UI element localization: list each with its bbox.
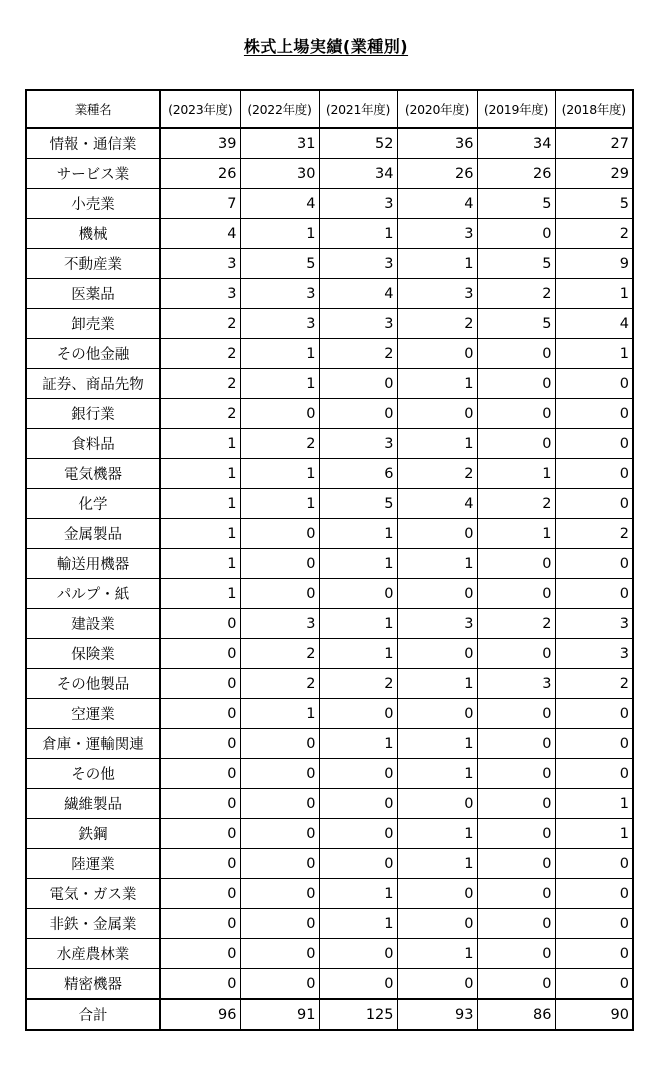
count-2018: 0 bbox=[555, 699, 633, 729]
count-2021: 0 bbox=[319, 399, 397, 429]
count-2023: 0 bbox=[160, 789, 240, 819]
count-2021: 0 bbox=[319, 759, 397, 789]
count-2020: 2 bbox=[397, 309, 477, 339]
count-2021: 0 bbox=[319, 849, 397, 879]
count-2022: 1 bbox=[240, 489, 319, 519]
table-row bbox=[26, 399, 633, 429]
table-row bbox=[26, 369, 633, 399]
count-2021: 3 bbox=[319, 309, 397, 339]
industry-name: 機械 bbox=[26, 219, 160, 249]
count-2021: 0 bbox=[319, 939, 397, 969]
count-2018: 2 bbox=[555, 519, 633, 549]
count-2020: 2 bbox=[397, 459, 477, 489]
count-2019: 5 bbox=[477, 249, 555, 279]
count-2019: 0 bbox=[477, 819, 555, 849]
count-2018: 3 bbox=[555, 609, 633, 639]
industry-name: 倉庫・運輸関連 bbox=[26, 729, 160, 759]
listing-table bbox=[25, 89, 634, 1031]
count-2021: 1 bbox=[319, 879, 397, 909]
count-2022: 3 bbox=[240, 609, 319, 639]
count-2018: 0 bbox=[555, 879, 633, 909]
industry-name: 金属製品 bbox=[26, 519, 160, 549]
count-2019: 0 bbox=[477, 339, 555, 369]
count-2021: 1 bbox=[319, 729, 397, 759]
count-2020: 1 bbox=[397, 549, 477, 579]
count-2018: 0 bbox=[555, 489, 633, 519]
count-2018: 5 bbox=[555, 189, 633, 219]
table-row bbox=[26, 699, 633, 729]
industry-name: 空運業 bbox=[26, 699, 160, 729]
count-2021: 4 bbox=[319, 279, 397, 309]
count-2021: 1 bbox=[319, 519, 397, 549]
count-2023: 1 bbox=[160, 549, 240, 579]
count-2023: 3 bbox=[160, 249, 240, 279]
count-2022: 0 bbox=[240, 939, 319, 969]
table-row bbox=[26, 549, 633, 579]
header-2022: (2022年度) bbox=[240, 90, 319, 128]
count-2023: 0 bbox=[160, 639, 240, 669]
count-2020: 26 bbox=[397, 159, 477, 189]
count-2019: 0 bbox=[477, 399, 555, 429]
count-2023: 1 bbox=[160, 489, 240, 519]
count-2020: 1 bbox=[397, 429, 477, 459]
table-row bbox=[26, 939, 633, 969]
count-2022: 31 bbox=[240, 128, 319, 159]
count-2020: 3 bbox=[397, 279, 477, 309]
count-2019: 0 bbox=[477, 969, 555, 1000]
count-2019: 2 bbox=[477, 489, 555, 519]
count-2023: 0 bbox=[160, 729, 240, 759]
table-row bbox=[26, 339, 633, 369]
count-2023: 1 bbox=[160, 519, 240, 549]
count-2021: 34 bbox=[319, 159, 397, 189]
count-2023: 2 bbox=[160, 309, 240, 339]
count-2023: 1 bbox=[160, 459, 240, 489]
total-2021: 125 bbox=[319, 999, 397, 1030]
count-2019: 0 bbox=[477, 729, 555, 759]
table-row bbox=[26, 189, 633, 219]
count-2021: 2 bbox=[319, 669, 397, 699]
total-2020: 93 bbox=[397, 999, 477, 1030]
count-2022: 4 bbox=[240, 189, 319, 219]
table-row bbox=[26, 459, 633, 489]
count-2021: 3 bbox=[319, 249, 397, 279]
total-row bbox=[26, 999, 633, 1030]
count-2019: 0 bbox=[477, 789, 555, 819]
industry-name: 小売業 bbox=[26, 189, 160, 219]
count-2020: 1 bbox=[397, 759, 477, 789]
count-2023: 2 bbox=[160, 369, 240, 399]
count-2023: 0 bbox=[160, 939, 240, 969]
count-2023: 2 bbox=[160, 339, 240, 369]
table-row bbox=[26, 279, 633, 309]
count-2020: 3 bbox=[397, 219, 477, 249]
table-row bbox=[26, 249, 633, 279]
count-2018: 2 bbox=[555, 219, 633, 249]
count-2022: 0 bbox=[240, 579, 319, 609]
count-2022: 3 bbox=[240, 309, 319, 339]
count-2019: 0 bbox=[477, 879, 555, 909]
count-2020: 0 bbox=[397, 969, 477, 1000]
count-2020: 0 bbox=[397, 699, 477, 729]
count-2020: 0 bbox=[397, 399, 477, 429]
count-2020: 0 bbox=[397, 789, 477, 819]
count-2020: 0 bbox=[397, 879, 477, 909]
count-2022: 0 bbox=[240, 729, 319, 759]
count-2022: 2 bbox=[240, 669, 319, 699]
table-row bbox=[26, 159, 633, 189]
industry-name: 陸運業 bbox=[26, 849, 160, 879]
industry-name: 繊維製品 bbox=[26, 789, 160, 819]
count-2018: 1 bbox=[555, 279, 633, 309]
count-2020: 4 bbox=[397, 489, 477, 519]
count-2020: 0 bbox=[397, 579, 477, 609]
count-2023: 39 bbox=[160, 128, 240, 159]
count-2020: 0 bbox=[397, 909, 477, 939]
industry-name: その他金融 bbox=[26, 339, 160, 369]
count-2018: 3 bbox=[555, 639, 633, 669]
table-row bbox=[26, 969, 633, 1000]
industry-name: 食料品 bbox=[26, 429, 160, 459]
count-2018: 1 bbox=[555, 339, 633, 369]
industry-name: サービス業 bbox=[26, 159, 160, 189]
count-2023: 3 bbox=[160, 279, 240, 309]
count-2019: 0 bbox=[477, 579, 555, 609]
table-row bbox=[26, 819, 633, 849]
count-2023: 7 bbox=[160, 189, 240, 219]
count-2018: 0 bbox=[555, 459, 633, 489]
count-2021: 1 bbox=[319, 549, 397, 579]
count-2018: 0 bbox=[555, 549, 633, 579]
table-row bbox=[26, 609, 633, 639]
count-2020: 0 bbox=[397, 339, 477, 369]
count-2022: 1 bbox=[240, 699, 319, 729]
count-2021: 2 bbox=[319, 339, 397, 369]
header-2020: (2020年度) bbox=[397, 90, 477, 128]
count-2020: 36 bbox=[397, 128, 477, 159]
header-2023: (2023年度) bbox=[160, 90, 240, 128]
count-2022: 2 bbox=[240, 429, 319, 459]
industry-name: 電気・ガス業 bbox=[26, 879, 160, 909]
count-2018: 1 bbox=[555, 819, 633, 849]
table-row bbox=[26, 579, 633, 609]
count-2020: 0 bbox=[397, 519, 477, 549]
table-row bbox=[26, 309, 633, 339]
count-2023: 0 bbox=[160, 819, 240, 849]
count-2022: 1 bbox=[240, 369, 319, 399]
count-2018: 2 bbox=[555, 669, 633, 699]
industry-name: 精密機器 bbox=[26, 969, 160, 1000]
count-2018: 9 bbox=[555, 249, 633, 279]
count-2022: 5 bbox=[240, 249, 319, 279]
count-2020: 1 bbox=[397, 819, 477, 849]
count-2019: 0 bbox=[477, 759, 555, 789]
table-row bbox=[26, 219, 633, 249]
table-row bbox=[26, 909, 633, 939]
count-2019: 2 bbox=[477, 279, 555, 309]
count-2021: 0 bbox=[319, 969, 397, 1000]
count-2021: 1 bbox=[319, 219, 397, 249]
table-row bbox=[26, 759, 633, 789]
count-2022: 0 bbox=[240, 789, 319, 819]
count-2019: 0 bbox=[477, 849, 555, 879]
industry-name: 化学 bbox=[26, 489, 160, 519]
table-row bbox=[26, 879, 633, 909]
count-2021: 6 bbox=[319, 459, 397, 489]
count-2018: 0 bbox=[555, 969, 633, 1000]
table-row bbox=[26, 729, 633, 759]
count-2019: 0 bbox=[477, 639, 555, 669]
count-2019: 0 bbox=[477, 549, 555, 579]
industry-name: 非鉄・金属業 bbox=[26, 909, 160, 939]
count-2021: 0 bbox=[319, 579, 397, 609]
industry-name: 銀行業 bbox=[26, 399, 160, 429]
count-2022: 0 bbox=[240, 849, 319, 879]
count-2018: 29 bbox=[555, 159, 633, 189]
count-2020: 0 bbox=[397, 639, 477, 669]
count-2022: 0 bbox=[240, 909, 319, 939]
count-2023: 0 bbox=[160, 669, 240, 699]
count-2018: 0 bbox=[555, 849, 633, 879]
count-2018: 0 bbox=[555, 579, 633, 609]
count-2019: 1 bbox=[477, 519, 555, 549]
count-2022: 1 bbox=[240, 339, 319, 369]
table-row bbox=[26, 639, 633, 669]
table-row bbox=[26, 128, 633, 159]
count-2021: 0 bbox=[319, 819, 397, 849]
count-2023: 2 bbox=[160, 399, 240, 429]
count-2018: 0 bbox=[555, 759, 633, 789]
industry-name: その他 bbox=[26, 759, 160, 789]
count-2022: 0 bbox=[240, 879, 319, 909]
table-row bbox=[26, 429, 633, 459]
count-2022: 0 bbox=[240, 759, 319, 789]
count-2023: 26 bbox=[160, 159, 240, 189]
industry-name: 卸売業 bbox=[26, 309, 160, 339]
count-2022: 0 bbox=[240, 399, 319, 429]
count-2019: 34 bbox=[477, 128, 555, 159]
count-2021: 0 bbox=[319, 369, 397, 399]
count-2020: 1 bbox=[397, 249, 477, 279]
count-2019: 5 bbox=[477, 189, 555, 219]
total-2019: 86 bbox=[477, 999, 555, 1030]
count-2021: 3 bbox=[319, 429, 397, 459]
industry-name: 鉄鋼 bbox=[26, 819, 160, 849]
header-row bbox=[26, 90, 633, 128]
table-row bbox=[26, 489, 633, 519]
count-2020: 1 bbox=[397, 369, 477, 399]
count-2018: 0 bbox=[555, 939, 633, 969]
industry-name: 水産農林業 bbox=[26, 939, 160, 969]
count-2020: 4 bbox=[397, 189, 477, 219]
count-2022: 1 bbox=[240, 219, 319, 249]
count-2019: 0 bbox=[477, 909, 555, 939]
count-2021: 52 bbox=[319, 128, 397, 159]
count-2021: 1 bbox=[319, 909, 397, 939]
total-label: 合計 bbox=[26, 999, 160, 1030]
count-2018: 0 bbox=[555, 909, 633, 939]
count-2019: 26 bbox=[477, 159, 555, 189]
industry-name: 情報・通信業 bbox=[26, 128, 160, 159]
count-2020: 1 bbox=[397, 669, 477, 699]
total-2023: 96 bbox=[160, 999, 240, 1030]
table-row bbox=[26, 519, 633, 549]
count-2021: 3 bbox=[319, 189, 397, 219]
header-industry: 業種名 bbox=[26, 90, 160, 128]
count-2019: 2 bbox=[477, 609, 555, 639]
header-2019: (2019年度) bbox=[477, 90, 555, 128]
count-2020: 3 bbox=[397, 609, 477, 639]
industry-name: 証券、商品先物 bbox=[26, 369, 160, 399]
table-row bbox=[26, 789, 633, 819]
count-2023: 0 bbox=[160, 849, 240, 879]
count-2023: 0 bbox=[160, 909, 240, 939]
industry-name: 建設業 bbox=[26, 609, 160, 639]
industry-name: 保険業 bbox=[26, 639, 160, 669]
industry-name: その他製品 bbox=[26, 669, 160, 699]
header-2018: (2018年度) bbox=[555, 90, 633, 128]
count-2019: 0 bbox=[477, 369, 555, 399]
count-2023: 1 bbox=[160, 579, 240, 609]
industry-name: パルプ・紙 bbox=[26, 579, 160, 609]
count-2023: 0 bbox=[160, 969, 240, 1000]
count-2018: 4 bbox=[555, 309, 633, 339]
count-2021: 0 bbox=[319, 699, 397, 729]
industry-name: 不動産業 bbox=[26, 249, 160, 279]
count-2023: 1 bbox=[160, 429, 240, 459]
total-2018: 90 bbox=[555, 999, 633, 1030]
count-2021: 5 bbox=[319, 489, 397, 519]
count-2022: 30 bbox=[240, 159, 319, 189]
count-2019: 0 bbox=[477, 429, 555, 459]
count-2022: 0 bbox=[240, 519, 319, 549]
count-2023: 0 bbox=[160, 609, 240, 639]
count-2021: 1 bbox=[319, 609, 397, 639]
industry-name: 電気機器 bbox=[26, 459, 160, 489]
count-2020: 1 bbox=[397, 729, 477, 759]
table-row bbox=[26, 849, 633, 879]
count-2019: 0 bbox=[477, 939, 555, 969]
count-2018: 0 bbox=[555, 399, 633, 429]
count-2018: 0 bbox=[555, 429, 633, 459]
industry-name: 輸送用機器 bbox=[26, 549, 160, 579]
count-2018: 0 bbox=[555, 729, 633, 759]
count-2019: 0 bbox=[477, 699, 555, 729]
count-2022: 3 bbox=[240, 279, 319, 309]
table-row bbox=[26, 669, 633, 699]
count-2018: 1 bbox=[555, 789, 633, 819]
count-2021: 0 bbox=[319, 789, 397, 819]
count-2022: 0 bbox=[240, 969, 319, 1000]
count-2022: 2 bbox=[240, 639, 319, 669]
count-2022: 1 bbox=[240, 459, 319, 489]
count-2022: 0 bbox=[240, 819, 319, 849]
count-2019: 5 bbox=[477, 309, 555, 339]
count-2023: 0 bbox=[160, 699, 240, 729]
count-2019: 1 bbox=[477, 459, 555, 489]
count-2023: 0 bbox=[160, 879, 240, 909]
count-2020: 1 bbox=[397, 849, 477, 879]
count-2019: 0 bbox=[477, 219, 555, 249]
industry-name: 医薬品 bbox=[26, 279, 160, 309]
page-title: 株式上場実績(業種別) bbox=[243, 37, 409, 56]
count-2019: 3 bbox=[477, 669, 555, 699]
count-2018: 27 bbox=[555, 128, 633, 159]
count-2018: 0 bbox=[555, 369, 633, 399]
header-2021: (2021年度) bbox=[319, 90, 397, 128]
count-2022: 0 bbox=[240, 549, 319, 579]
count-2021: 1 bbox=[319, 639, 397, 669]
count-2023: 4 bbox=[160, 219, 240, 249]
count-2020: 1 bbox=[397, 939, 477, 969]
total-2022: 91 bbox=[240, 999, 319, 1030]
count-2023: 0 bbox=[160, 759, 240, 789]
